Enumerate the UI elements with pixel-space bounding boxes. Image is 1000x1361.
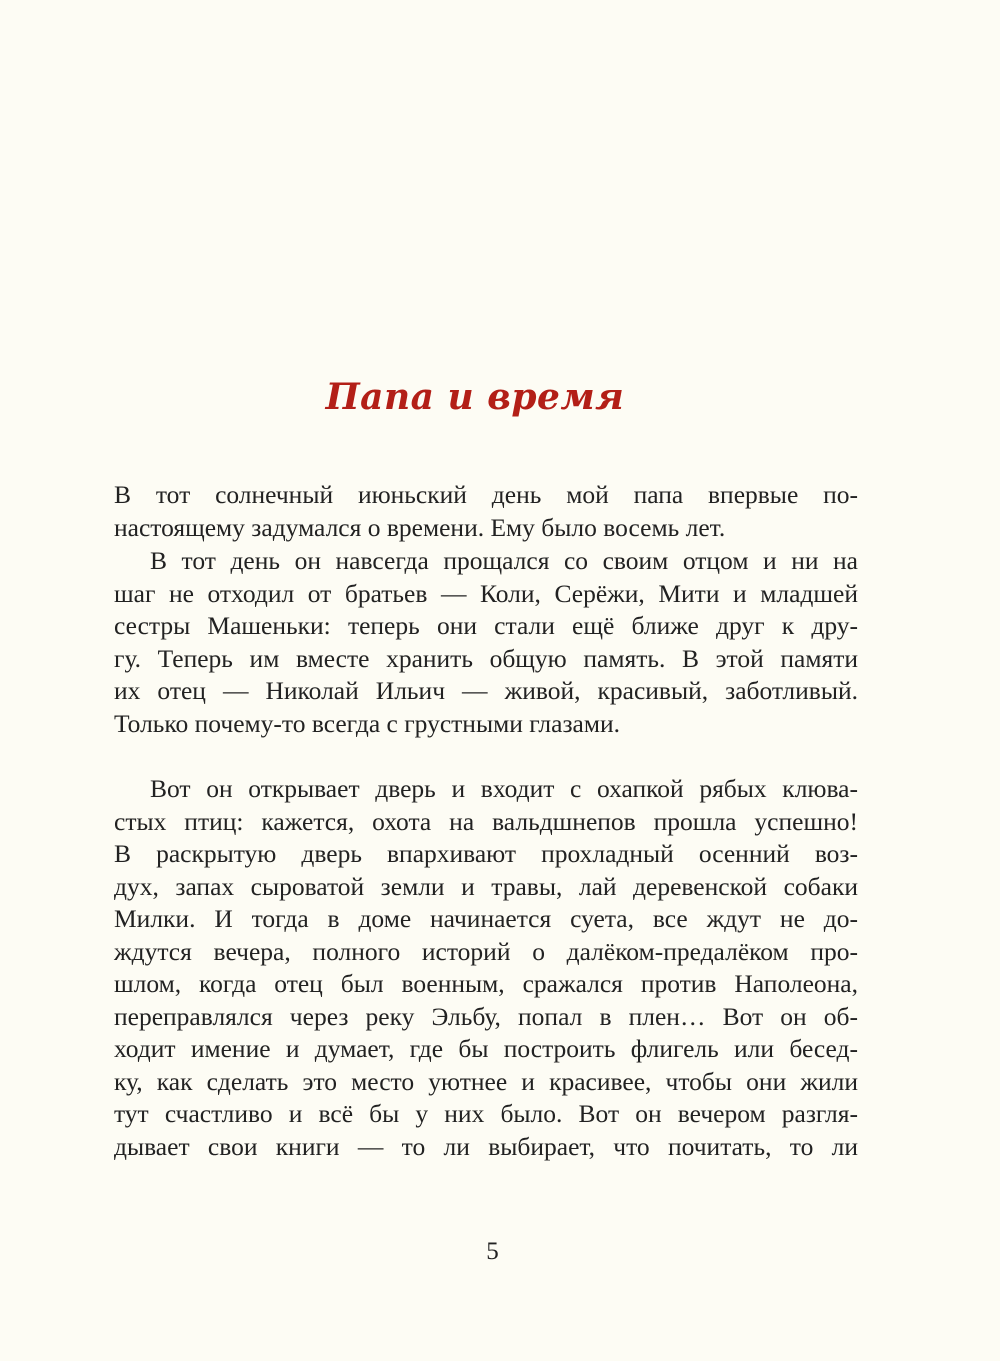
paragraph-1 [114,479,858,544]
text-line: шаг не отходил от братьев — Коли, Серёжи, Мити и младшей [114,578,858,608]
chapter-title: Папа и время [325,376,625,418]
text-line: сестры Машеньки: теперь они стали ещё ближе друг к дру- [114,611,858,640]
text-line: В раскрытую дверь впархивают прохладный осенний воз- [114,839,858,868]
text-line: Милки. И тогда в доме начинается суета, все ждут не до- [114,904,858,933]
text-line: настоящему задумался о времени. Ему было восемь лет. [114,512,726,542]
text-line: стых птиц: кажется, охота на вальдшнепов прошла успешно! [114,806,858,836]
page-number: 5 [486,1238,499,1265]
text-line: ку, как сделать это место уютнее и красивее, чтобы они жили [114,1066,858,1096]
text-line: их отец — Николай Ильич — живой, красивый, заботливый. [114,676,858,705]
text-line: ходит имение и думает, где бы построить флигель или бесед- [114,1034,858,1063]
paragraph-3 [114,773,858,1163]
text-line: В тот солнечный июньский день мой папа впервые по- [114,480,858,509]
text-line: Вот он открывает дверь и входит с охапкой рябых клюва- [150,774,858,803]
text-line: гу. Теперь им вместе хранить общую память. В этой памяти [114,643,858,673]
text-line: ждутся вечера, полного историй о далёком-предалёком про- [114,936,858,966]
paragraph-2 [114,545,858,740]
text-line: дывает свои книги — то ли выбирает, что почитать, то ли [114,1131,858,1161]
text-line: Только почему-то всегда с грустными глазами. [114,708,621,738]
text-line: дух, запах сыроватой земли и травы, лай деревенской собаки [114,871,858,901]
text-line: тут счастливо и всё бы у них было. Вот он вечером разгля- [114,1099,858,1128]
text-line: переправлялся через реку Эльбу, попал в плен… Вот он об- [114,1001,858,1031]
text-line: шлом, когда отец был военным, сражался против Наполеона, [114,969,858,998]
text-line: В тот день он навсегда прощался со своим отцом и ни на [150,546,858,575]
